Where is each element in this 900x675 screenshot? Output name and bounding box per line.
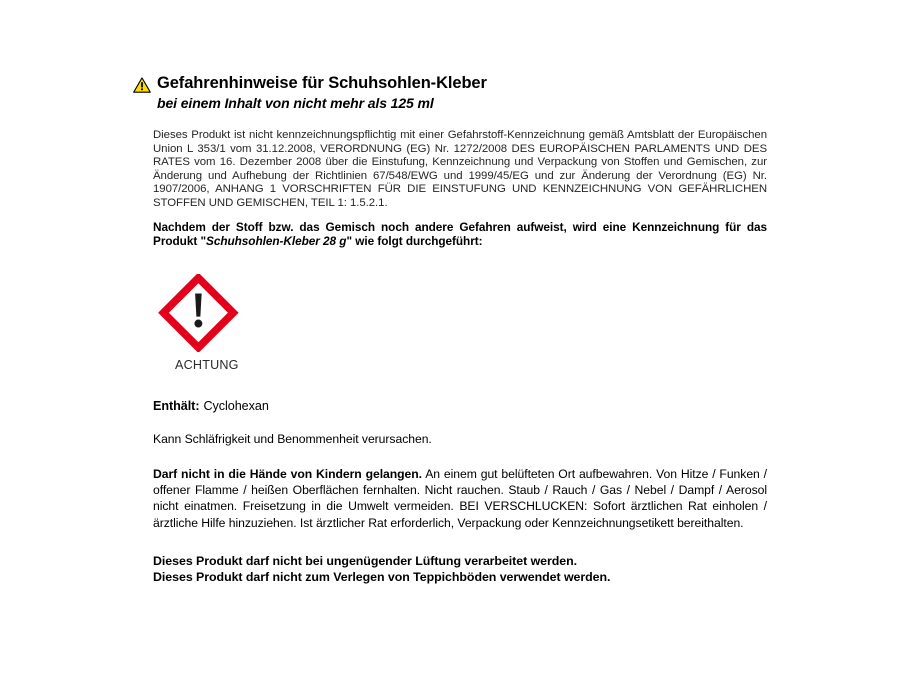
signal-word: ACHTUNG [175,357,239,372]
legal-reference-paragraph: Dieses Produkt ist nicht kennzeichnungspflichtig mit einer Gefahrstoff-Kennzeichnung gemäß Amtsblatt der Europäischen Union L 353/1 vom 31.12.2008, VERORDNUNG (EG) Nr. 1272/2008 DES EUROPÄISCHEN PARLAMENTS UND DES RATES vom 16. Dezember 2008 über die Einstufung, Kennzeichnung und Verpackung von Stoffen und Gemischen, zur Änderung und Aufhebung der Richtlinien 67/548/EWG und 1999/45/EG und zur Änderung der Verordnung (EG) Nr. 1907/2006, ANHANG 1 VORSCHRIFTEN FÜR DIE EINSTUFUNG UND KENNZEICHNUNG VON GEFÄHRLICHEN STOFFEN UND GEMISCHEN, TEIL 1: 1.5.2.1. [153,129,767,209]
precaution-lead: Darf nicht in die Hände von Kindern gelangen. [153,466,423,481]
ghs-pictogram-block [153,274,263,373]
document-header [133,74,767,93]
final-notice-line-1: Dieses Produkt darf nicht bei ungenügender Lüftung verarbeitet werden. [153,553,578,568]
product-name: Schuhsohlen-Kleber 28 g [206,233,347,248]
final-notice-line-2: Dieses Produkt darf nicht zum Verlegen von Teppichböden verwendet werden. [153,570,611,585]
precaution-body: An einem gut belüfteten Ort aufbewahren. Von Hitze / Funken / offener Flamme / heißen Oberflächen fernhalten. Nicht rauchen. Staub / Rauch / Gas / Nebel / Dampf / Aerosol nicht einatmen. Freisetzung in die Umwelt vermeiden. BEI VERSCHLUCKEN: Sofort ärztlichen Rat einholen / ärztliche Hilfe hinzuziehen. Ist ärztlicher Rat erforderlich, Verpackung oder Kennzeichnungsetikett bereithalten. [153,466,767,530]
hazard-statement: Kann Schläfrigkeit und Benommenheit verursachen. [153,431,432,446]
intro-text-part-2: " wie folgt durchgeführt: [346,233,483,248]
intro-text-part-1: Nachdem der Stoff bzw. das Gemisch noch andere Gefahren aufweist, wird eine Kennzeichnung für das Produkt " [153,219,767,248]
warning-triangle-icon [133,77,151,93]
page-title: Gefahrenhinweise für Schuhsohlen-Kleber [157,74,487,92]
contains-label: Enthält: [153,398,200,413]
final-notices [153,553,767,586]
contains-value: Cyclohexan [203,398,269,413]
contains-row [153,399,767,414]
page-subtitle: bei einem Inhalt von nicht mehr als 125 ml [157,95,434,111]
precautionary-statements [153,466,767,531]
document-content [133,74,767,586]
labelling-intro-paragraph [153,220,767,248]
ghs07-exclamation-mark-icon [153,274,249,352]
